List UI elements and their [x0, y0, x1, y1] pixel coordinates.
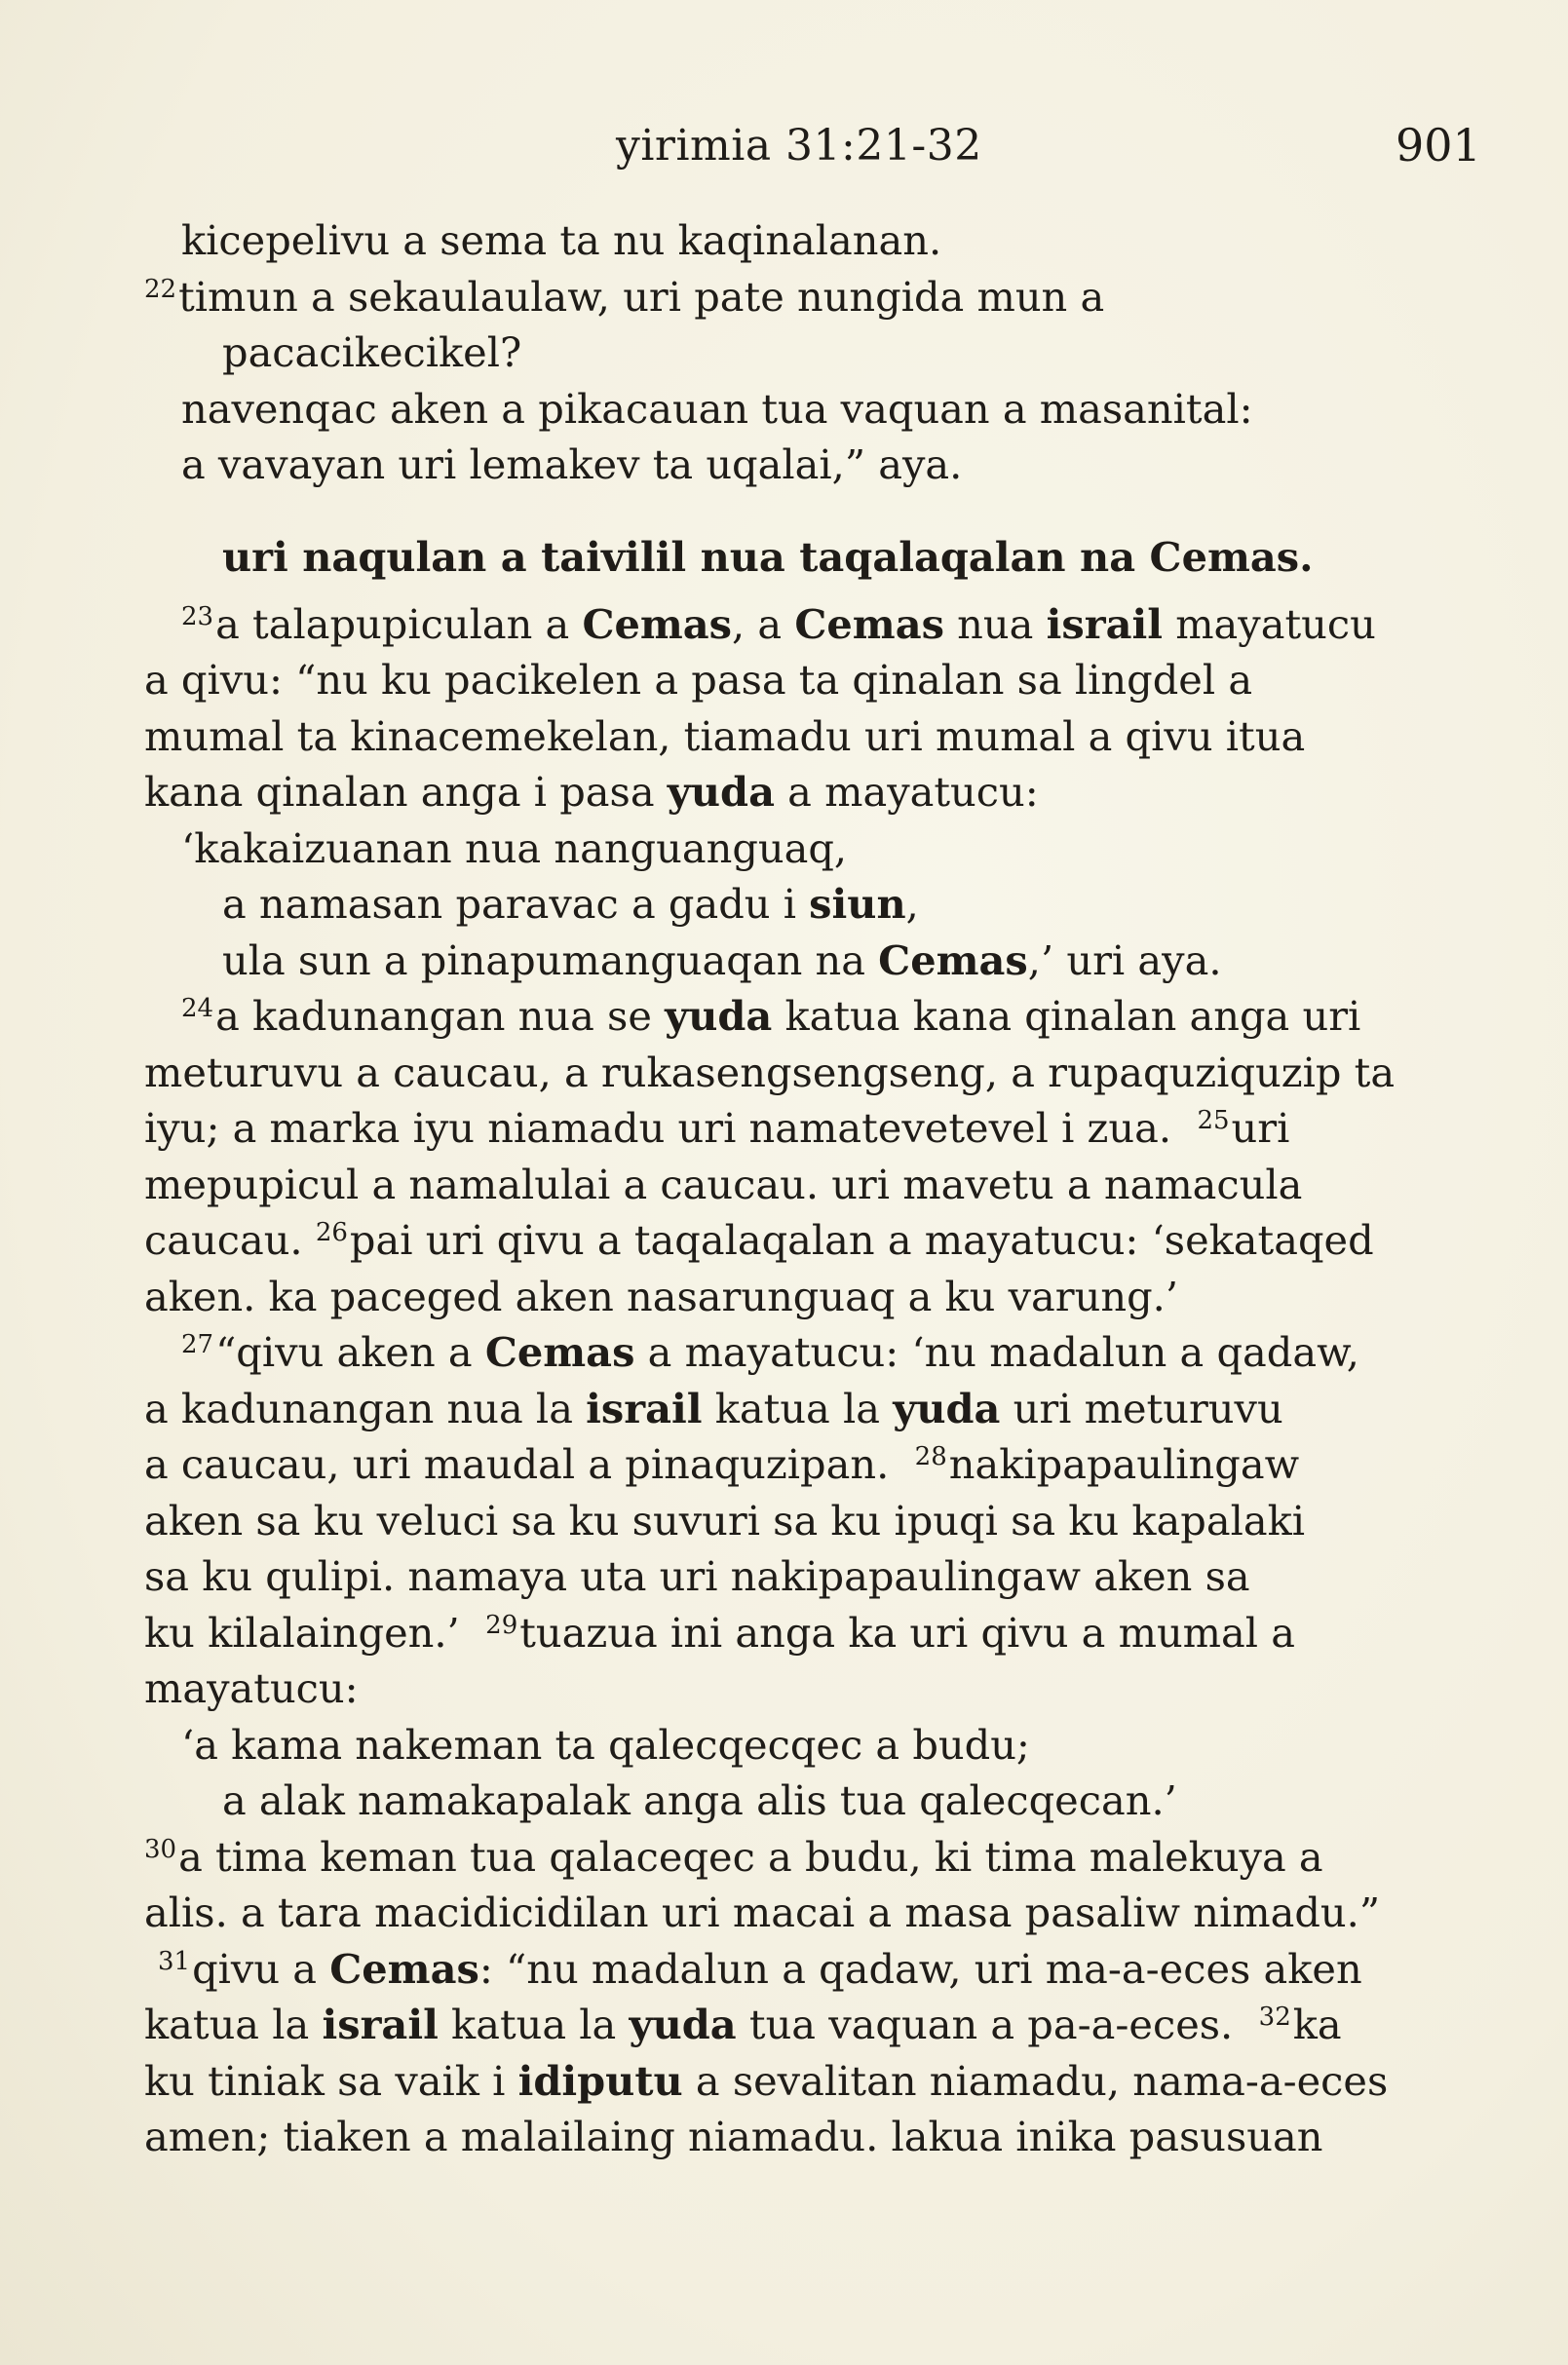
verse-number: 31: [158, 1946, 191, 1976]
text-span: a kadunangan nua se: [215, 992, 666, 1040]
text-span: a mayatucu: ‘nu madalun a qadaw,: [634, 1328, 1359, 1376]
text-span: katua la: [702, 1384, 894, 1432]
text-line: [144, 1717, 1470, 1774]
text-span: tua vaquan a pa-a-eces.: [736, 2001, 1234, 2048]
text-line: [144, 1941, 1470, 1998]
text-span: ku kilalaingen.’: [144, 1608, 460, 1657]
text-span: katua la: [438, 2001, 630, 2048]
text-span: mepupicul a namalulai a caucau. uri mavetu a namacula: [144, 1160, 1303, 1208]
verse-number: 24: [181, 994, 214, 1023]
text-line: [144, 1100, 1470, 1157]
text-span: amen; tiaken a malailaing niamadu. lakua inika pasusuan: [144, 2113, 1323, 2160]
text-span: ‘kakaizuanan nua nanguanguaq,: [181, 823, 848, 872]
text-line: [144, 437, 1470, 493]
bold-name: siun: [809, 880, 906, 928]
text-span: tuazua ini anga ka uri qivu a mumal a: [519, 1608, 1295, 1657]
text-span: nua: [943, 599, 1047, 648]
text-span: : “nu madalun a qadaw, uri ma-a-eces aken: [478, 1944, 1362, 1993]
text-span: ula sun a pinapumanguaqan na: [222, 935, 879, 984]
text-line: [144, 1324, 1470, 1381]
bold-name: Cemas: [794, 599, 944, 648]
verse-number: 22: [144, 274, 177, 304]
page-number: 901: [1396, 119, 1481, 172]
text-span: qivu a: [192, 1944, 330, 1993]
verse-number: 25: [1197, 1106, 1230, 1135]
text-span: timun a sekaulaulaw, uri pate nungida mun a: [178, 272, 1105, 321]
verse-number: 26: [315, 1218, 348, 1247]
text-line: [144, 1885, 1470, 1941]
text-line: [144, 988, 1470, 1045]
text-line: [144, 876, 1470, 933]
text-span: mumal ta kinacemekelan, tiamadu uri mumal a qivu itua: [144, 711, 1306, 760]
bold-name: yuda: [893, 1384, 1001, 1432]
bold-name: israil: [1046, 599, 1163, 648]
text-span: , a: [732, 599, 795, 648]
bold-name: yuda: [665, 992, 773, 1040]
verse-number: 23: [181, 601, 214, 631]
text-line: [144, 933, 1470, 989]
bold-name: Cemas: [878, 935, 1028, 984]
text-line: [144, 1829, 1470, 1886]
text-line: [144, 381, 1470, 438]
text-line: [144, 1493, 1470, 1549]
bold-name: israil: [322, 2001, 439, 2048]
text-span: meturuvu a caucau, a rukasengsengseng, a rupaquziquzip ta: [144, 1048, 1396, 1096]
text-span: katua la: [144, 2001, 323, 2048]
text-span: uri: [1231, 1104, 1290, 1152]
text-span: nakipapaulingaw: [948, 1440, 1300, 1488]
text-line: [144, 708, 1470, 765]
text-line: [144, 1212, 1470, 1269]
verse-number: 27: [181, 1330, 214, 1359]
text-line: [144, 1773, 1470, 1829]
text-span: mayatucu:: [144, 1664, 359, 1712]
text-line: [144, 1548, 1470, 1605]
verse-number: 30: [144, 1834, 177, 1864]
text-span: uri meturuvu: [1000, 1384, 1283, 1432]
text-span: ,: [905, 880, 919, 928]
text-span: kana qinalan anga i pasa: [144, 768, 668, 816]
text-line: [144, 1605, 1470, 1661]
text-span: a kadunangan nua la: [144, 1384, 587, 1432]
text-span: ka: [1292, 2001, 1342, 2048]
bold-name: israil: [586, 1384, 703, 1432]
text-line: [144, 1157, 1470, 1213]
text-line: [144, 596, 1470, 653]
text-line: [144, 2053, 1470, 2110]
text-line: [144, 652, 1470, 708]
text-line: [144, 1381, 1470, 1437]
text-span: iyu; a marka iyu niamadu uri namatevetevel i zua.: [144, 1104, 1172, 1152]
text-span: pacacikecikel?: [222, 328, 522, 376]
text-line: [144, 764, 1470, 820]
verse-number: 29: [485, 1610, 518, 1640]
text-line: [144, 1436, 1470, 1493]
bold-name: Cemas: [484, 1328, 635, 1376]
text-span: katua kana qinalan anga uri: [772, 992, 1361, 1040]
running-head: yirimia 31:21-32: [616, 121, 982, 171]
text-line: [144, 1269, 1470, 1325]
text-span: mayatucu: [1163, 599, 1376, 648]
body-text: [144, 212, 1470, 2165]
text-span: a talapupiculan a: [215, 599, 583, 648]
text-line: [144, 212, 1470, 269]
text-line: [144, 1997, 1470, 2053]
text-span: navenqac aken a pikacauan tua vaquan a masanital:: [181, 384, 1253, 433]
bold-name: yuda: [667, 768, 775, 816]
text-span: a sevalitan niamadu, nama-a-eces: [682, 2056, 1389, 2105]
bold-name: yuda: [629, 2001, 737, 2048]
text-span: ku tiniak sa vaik i: [144, 2056, 518, 2105]
verse-number: 32: [1258, 2003, 1291, 2032]
bold-name: Cemas: [329, 1944, 479, 1993]
text-span: a qivu: “nu ku pacikelen a pasa ta qinalan sa lingdel a: [144, 656, 1253, 704]
bold-name: idiputu: [517, 2056, 683, 2105]
text-line: [144, 2109, 1470, 2165]
text-line: [144, 269, 1470, 325]
section-heading: uri naqulan a taivilil nua taqalaqalan na Cemas.: [222, 532, 1314, 581]
text-span: a namasan paravac a gadu i: [222, 880, 810, 928]
text-span: a alak namakapalak anga alis tua qalecqecan.’: [222, 1776, 1177, 1824]
text-span: ‘a kama nakeman ta qalecqecqec a budu;: [181, 1720, 1030, 1769]
text-span: a tima keman tua qalaceqec a budu, ki tima malekuya a: [178, 1832, 1323, 1881]
text-span: kicepelivu a sema ta nu kaqinalanan.: [181, 216, 942, 264]
text-line: [144, 1660, 1470, 1717]
text-span: alis. a tara macidicidilan uri macai a masa pasaliw nimadu.”: [144, 1888, 1381, 1936]
text-span: caucau.: [144, 1216, 303, 1264]
text-span: a vavayan uri lemakev ta uqalai,” aya.: [181, 440, 963, 488]
text-line: [144, 324, 1470, 381]
text-span: aken sa ku veluci sa ku suvuri sa ku ipuqi sa ku kapalaki: [144, 1496, 1305, 1545]
text-span: a caucau, uri maudal a pinaquzipan.: [144, 1440, 890, 1488]
text-line: [144, 1045, 1470, 1101]
text-span: “qivu aken a: [215, 1328, 485, 1376]
text-span: sa ku qulipi. namaya uta uri nakipapaulingaw aken sa: [144, 1552, 1250, 1600]
text-span: a mayatucu:: [774, 768, 1039, 816]
page-header: [0, 109, 1568, 177]
bold-name: Cemas: [582, 599, 733, 648]
text-span: ,’ uri aya.: [1027, 935, 1222, 984]
text-span: pai uri qivu a taqalaqalan a mayatucu: ‘sekataqed: [349, 1216, 1374, 1264]
text-span: aken. ka paceged aken nasarunguaq a ku varung.’: [144, 1272, 1179, 1320]
verse-number: 28: [914, 1442, 947, 1471]
text-line: [144, 820, 1470, 877]
